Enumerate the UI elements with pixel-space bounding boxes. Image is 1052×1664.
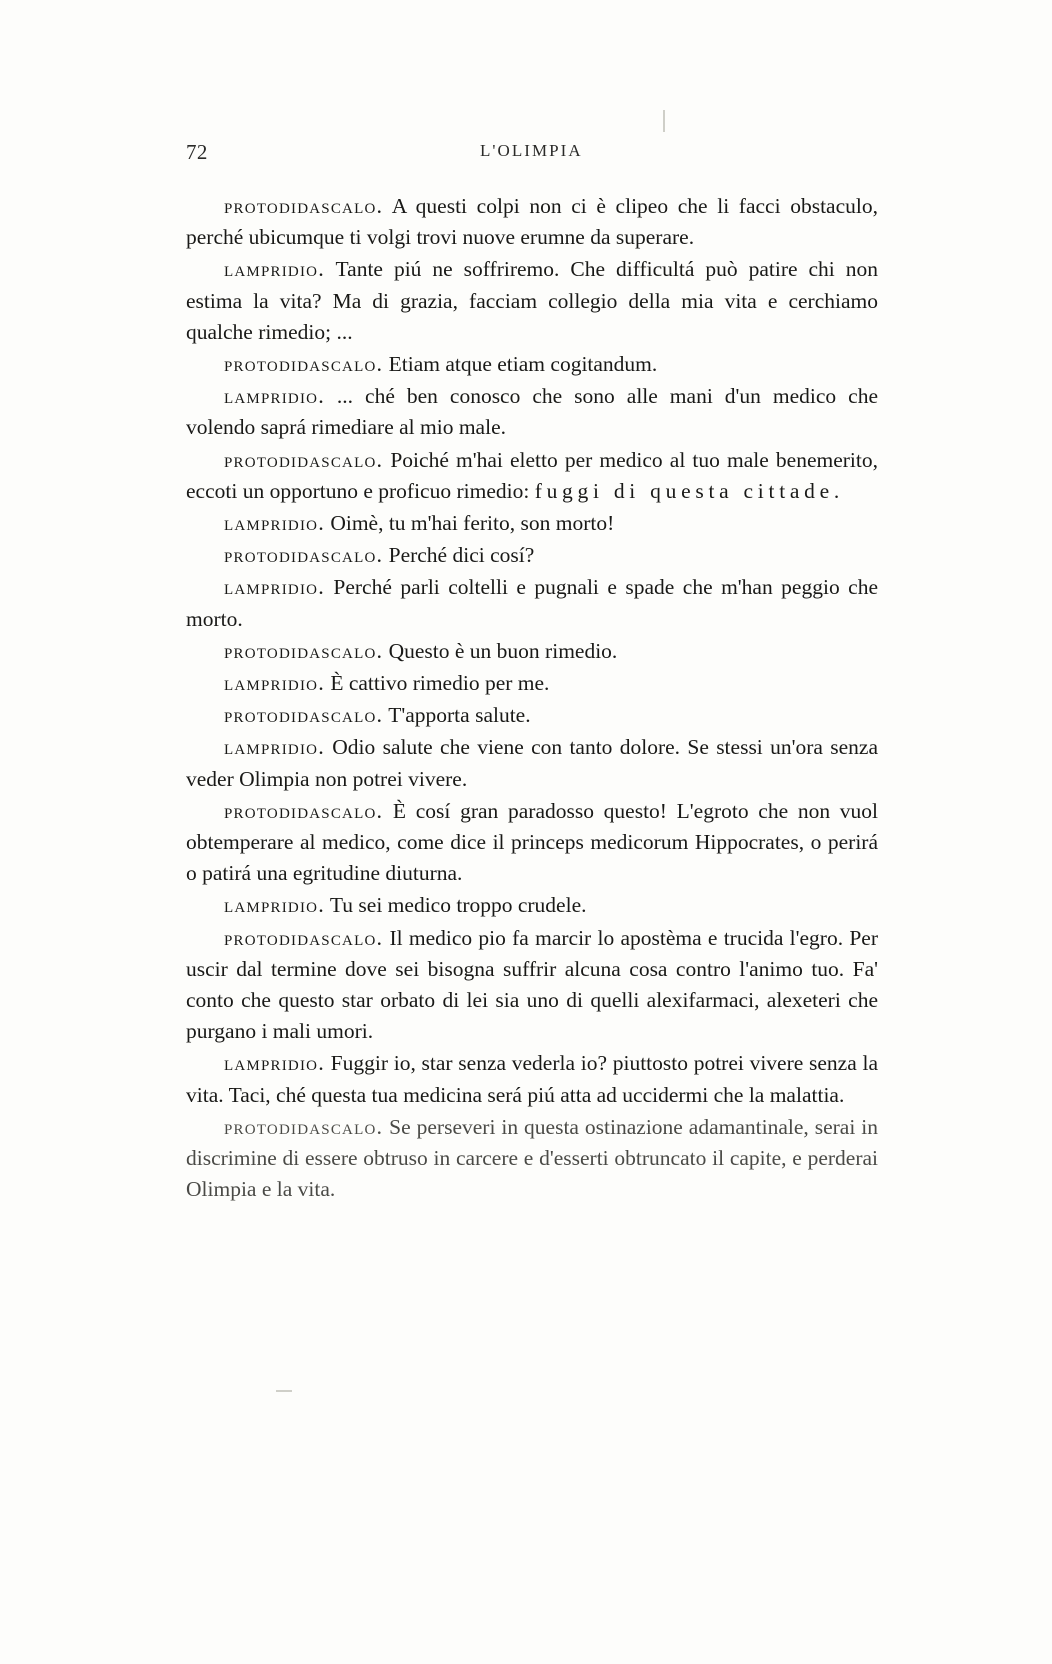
speech-paragraph: [186, 380, 878, 443]
speech-paragraph: [186, 795, 878, 890]
speech-text: A questi colpi non ci è clipeo che li facci obstaculo, perché ubicumque ti volgi trovi nuove erumne da superare.: [186, 194, 878, 250]
speech-paragraph: [186, 1047, 878, 1110]
speaker-name: protodidascalo.: [224, 797, 384, 823]
speech-text: Fuggir io, star senza vederla io? piuttosto potrei vivere senza la vita. Taci, ché questa tua medicina será piú atta ad uccidermi che la malattia.: [186, 1051, 878, 1107]
speech-text: Se perseveri in questa ostinazione adamantinale, serai in discrimine di essere obtruso in carcere e d'esserti obtruncato il capite, e perderai Olimpia e la vita.: [186, 1114, 878, 1202]
speech-paragraph: [186, 348, 878, 380]
speech-text: Odio salute che viene con tanto dolore. Se stessi un'ora senza veder Olimpia non potrei vivere.: [186, 735, 878, 791]
speech-text: Il medico pio fa marcir lo apostèma e trucida l'egro. Per uscir dal termine dove sei bisogna suffrir alcuna cosa contro l'animo tuo. Fa' conto che questo star orbato di lei sia uno di quelli alexifarmaci, alexeteri che purgano i mali umori.: [186, 925, 878, 1044]
speech-paragraph: [186, 539, 878, 571]
speech-text: È cosí gran paradosso questo! L'egroto che non vuol obtemperare al medico, come dice il princeps medicorum Hippocrates, o perirá o patirá una egritudine diuturna.: [186, 798, 878, 886]
page-number: 72: [186, 140, 208, 164]
speaker-name: lampridio.: [224, 383, 325, 409]
speaker-name: protodidascalo.: [224, 193, 384, 218]
speech-paragraph: [186, 635, 878, 667]
running-head: [186, 140, 886, 166]
speaker-name: protodidascalo.: [224, 446, 384, 472]
speaker-name: lampridio.: [224, 1050, 325, 1076]
speech-paragraph: [186, 190, 878, 253]
speech-paragraph: [186, 1111, 878, 1206]
speaker-name: protodidascalo.: [224, 351, 384, 377]
speech-text: T'apporta salute.: [383, 703, 531, 728]
speaker-name: lampridio.: [224, 892, 325, 918]
speech-emphasis: fuggi di questa cittade.: [534, 478, 845, 503]
speech-text: Etiam atque etiam cogitandum.: [383, 352, 658, 377]
speech-text: Questo è un buon rimedio.: [383, 638, 618, 663]
speech-paragraph: [186, 922, 878, 1048]
speech-text: Perché dici cosí?: [383, 543, 535, 568]
speaker-name: protodidascalo.: [224, 637, 384, 663]
speaker-name: lampridio.: [224, 510, 325, 536]
speaker-name: protodidascalo.: [224, 702, 384, 728]
running-title: L'OLIMPIA: [480, 141, 583, 160]
speech-paragraph: [186, 667, 878, 699]
speech-paragraph: [186, 507, 878, 539]
speech-paragraph: [186, 731, 878, 794]
speech-text: Poiché m'hai eletto per medico al tuo male benemerito, eccoti un opportuno e proficuo rimedio:: [186, 447, 878, 503]
speech-paragraph: [186, 699, 878, 731]
speaker-name: lampridio.: [224, 734, 325, 760]
speech-text: ... ché ben conosco che sono alle mani d'un medico che volendo saprá rimediare al mio male.: [186, 384, 878, 440]
speaker-name: lampridio.: [224, 670, 325, 696]
speech-text: Oimè, tu m'hai ferito, son morto!: [324, 511, 615, 536]
speaker-name: protodidascalo.: [224, 924, 384, 950]
speech-paragraph: [186, 571, 878, 634]
speaker-name: protodidascalo.: [224, 542, 384, 568]
top-registration-mark: [663, 110, 665, 132]
speech-paragraph: [186, 253, 878, 348]
speech-paragraph: [186, 889, 878, 921]
speaker-name: lampridio.: [224, 574, 325, 600]
speaker-name: protodidascalo.: [224, 1113, 384, 1139]
speech-text: Tu sei medico troppo crudele.: [324, 893, 587, 918]
body-text: [186, 190, 878, 1206]
bottom-registration-mark: [276, 1390, 292, 1392]
speech-text: Tante piú ne soffriremo. Che difficultá può patire chi non estima la vita? Ma di grazia, facciam collegio della mia vita e cerchiamo qualche rimedio; ...: [186, 257, 878, 344]
speech-text: È cattivo rimedio per me.: [324, 671, 550, 696]
speaker-name: lampridio.: [224, 256, 325, 282]
speech-text: Perché parli coltelli e pugnali e spade che m'han peggio che morto.: [186, 575, 878, 631]
speech-paragraph: [186, 444, 878, 507]
